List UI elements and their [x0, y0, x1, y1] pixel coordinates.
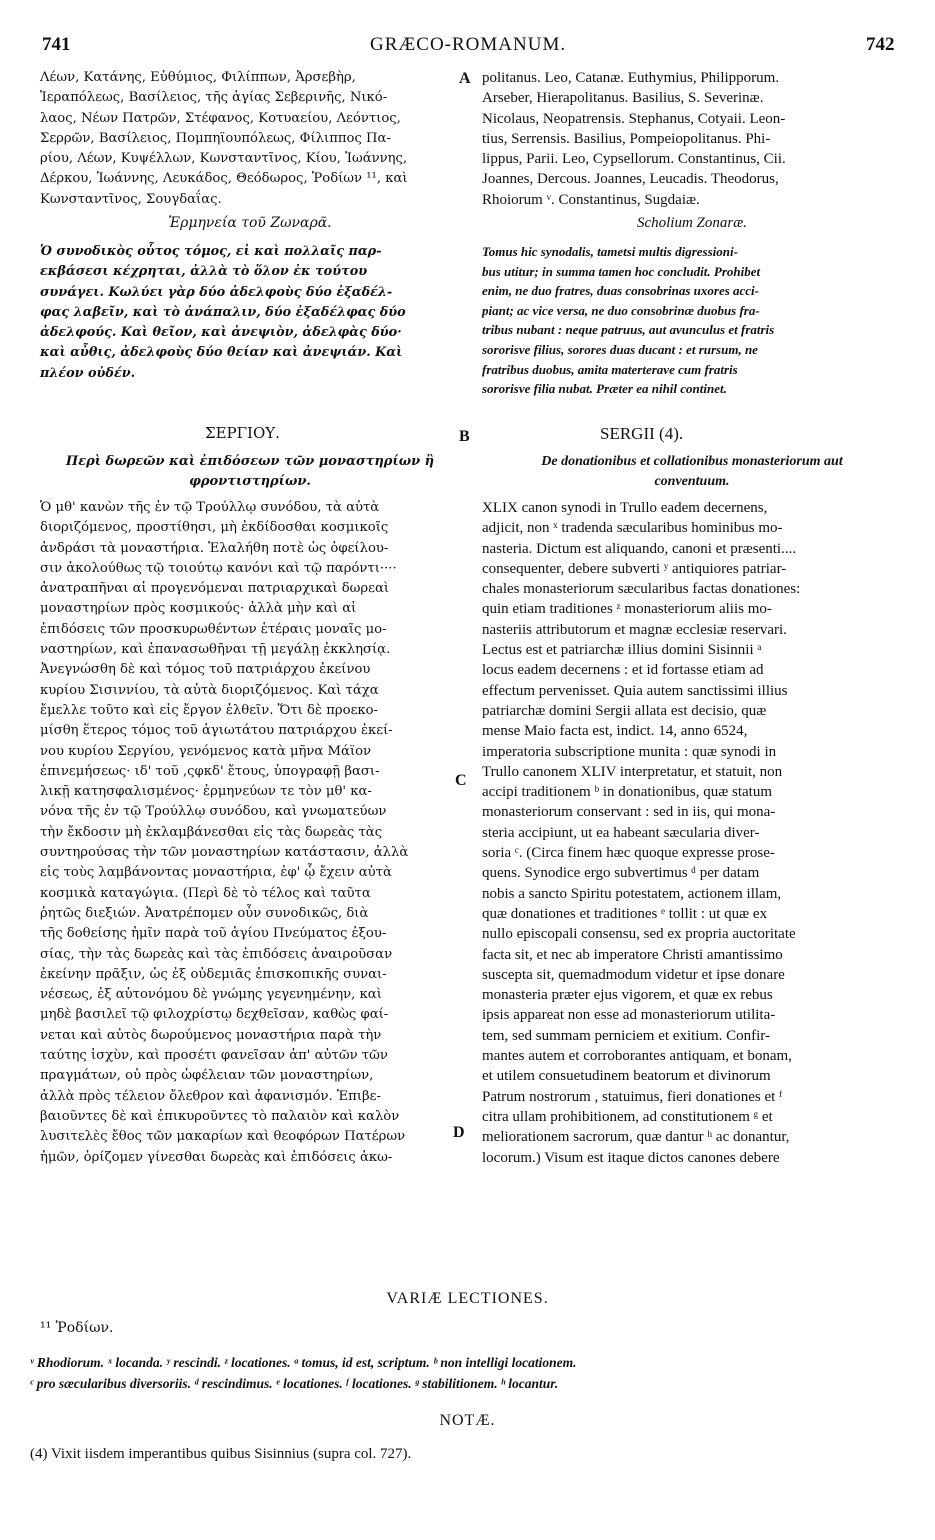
text-line: tius, Serrensis. Basilius, Pompeiopolitanus. Phi-: [482, 130, 771, 147]
text-line: Joannes, Dercous. Joannes, Leucadis. Theodorus,: [482, 171, 779, 188]
page-header: [0, 34, 935, 64]
text-line: Ἱεραπόλεως, Βασίλειος, τῆς ἁγίας Σεβερινῆς, Νικό-: [40, 90, 388, 106]
latin-subtitle: [482, 452, 902, 493]
margin-letter-b: B: [459, 428, 470, 445]
text-line: tem, sed summam perniciem et exitium. Confir-: [482, 1027, 770, 1044]
text-line: De donationibus et collationibus monasteriorum aut: [541, 454, 843, 469]
text-line: ταύτης ἰσχὺν, καὶ προσέτι φανεῖσαν ἀπ' αὐτῶν τῶν: [40, 1048, 388, 1064]
text-line: νέσεως, ἐξ αὐτονόμου δὲ γνώμης γεγενημένην, καὶ: [40, 987, 382, 1003]
text-line: ρίου, Λέων, Κυψέλλων, Κωνσταντῖνος, Κίου, Ἰωάννης,: [40, 151, 408, 167]
text-line: Ὁ συνοδικὸς οὗτος τόμος, εἰ καὶ πολλαῖς παρ-: [40, 244, 382, 259]
text-line: τῆς δοθείσης ἡμῖν παρὰ τοῦ ἁγίου Πνεύματος ἐξου-: [40, 926, 387, 942]
notae-line-1: (4) Vixit iisdem imperantibus quibus Sisinnius (supra col. 727).: [30, 1446, 412, 1462]
text-line: citra ullam prohibitionem, ad constitutionem ᵍ et: [482, 1108, 773, 1125]
running-title: GRÆCO-ROMANUM.: [370, 34, 567, 55]
greek-signatories: [40, 68, 460, 210]
text-line: patriarchæ domini Sergii allata est decisio, quæ: [482, 702, 767, 719]
text-line: νου κυρίου Σεργίου, γενόμενος κατὰ μῆνα Μάϊον: [40, 743, 372, 759]
text-line: μοναστηρίων πρὸς κοσμικούς· ἀλλὰ μὴν καὶ αἱ: [40, 601, 357, 617]
text-line: νεται καὶ αὐτὸς δωρούμενος μοναστήρια παρὰ τὴν: [40, 1027, 382, 1043]
text-line: fratribus duobus, amita materterave cum fratris: [482, 361, 738, 377]
text-line: Lectus est et patriarchæ illius domini Sisinnii ᵃ: [482, 642, 762, 659]
text-line: nasteriis attributorum et magnæ ecclesiæ reservari.: [482, 621, 787, 638]
text-line: λικῇ κατησφαλισμένος· ἑρμηνεύων τε τὸν μθ' κα-: [40, 784, 372, 800]
text-line: βαιοῦντες δὲ καὶ ἐπικυροῦντες τὸ παλαιὸν καὶ καλὸν: [40, 1108, 400, 1124]
text-line: steria accipiunt, ut ea habeant sæcularia diver-: [482, 824, 760, 841]
text-line: Σερρῶν, Βασίλειος, Πομπηϊουπόλεως, Φίλιππος Πα-: [40, 130, 391, 146]
text-line: monasteriorum conservant : sed in iis, qui mona-: [482, 804, 776, 821]
text-line: mantes autem et corroborantes antiquam, et bonam,: [482, 1048, 792, 1065]
text-line: σιν ἀκολούθως τῷ τοιούτῳ κανόνι καὶ τῷ παρόντι····: [40, 560, 397, 576]
variae-title: VARIÆ LECTIONES.: [386, 1290, 549, 1307]
text-line: nasteria. Dictum est aliquando, canoni et præsenti....: [482, 540, 797, 557]
text-line: quens. Synodice ergo subvertimus ᵈ per datam: [482, 865, 760, 882]
greek-section-title: ΣΕΡΓΙΟΥ.: [205, 424, 280, 442]
text-line: bus utitur; in summa tamen hoc concludit. Prohibet: [482, 263, 761, 279]
text-line: συντηρούσας τὴν τῶν μοναστηρίων κατάστασιν, ἀλλὰ: [40, 845, 409, 861]
text-line: πραγμάτων, οὐ πρὸς ὠφέλειαν τῶν μοναστηρίων,: [40, 1068, 374, 1084]
text-line: soria ᶜ. (Circa finem hæc quoque expresse prose-: [482, 845, 775, 862]
text-line: lippus, Parii. Leo, Cypsellorum. Constantinus, Cii.: [482, 151, 786, 168]
variae-greek-note: ¹¹ Ῥοδίων.: [40, 1320, 114, 1336]
text-line: locus eadem decernens : et id fortasse etiam ad: [482, 662, 764, 679]
text-line: effectum pervenisset. Quia autem sanctissimi illius: [482, 682, 788, 699]
text-line: meliorationem sacrorum, quæ dantur ʰ ac donantur,: [482, 1129, 790, 1146]
text-line: σίας, τὴν τὰς δωρεὰς καὶ τὰς ἐπιδόσεις ἀναιροῦσαν: [40, 946, 393, 962]
text-line: XLIX canon synodi in Trullo eadem decernens,: [482, 500, 768, 516]
variae-line-2: ᶜ pro sæcularibus diversoriis. ᵈ rescindimus. ᵉ locationes. ᶠ locationes. ᵍ stabilitionem. ʰ locantur.: [30, 1376, 559, 1391]
text-line: Patrum nostrorum , statuimus, fieri donationes et ᶠ: [482, 1088, 783, 1105]
margin-letter-d: D: [453, 1124, 465, 1141]
text-line: ἀλλὰ πρὸς τέλειον ὄλεθρον καὶ ἀφανισμόν. Ἐπιβε-: [40, 1088, 381, 1104]
text-line: Περὶ δωρεῶν καὶ ἐπιδόσεων τῶν μοναστηρίων ἢ: [65, 454, 435, 469]
text-line: συνάγει. Κωλύει γὰρ δύο ἀδελφοὺς δύο ἐξαδέλ-: [40, 284, 393, 300]
greek-scholium: [40, 242, 460, 384]
text-line: ἀδελφούς. Καὶ θεῖον, καὶ ἀνεψιὸν, ἀδελφὰς δύο·: [40, 325, 402, 341]
text-line: nullo episcopali consensu, sed ex propria auctoritate: [482, 926, 796, 943]
greek-scholium-title: Ἑρμηνεία τοῦ Ζωναρᾶ.: [168, 215, 332, 231]
text-line: λαος, Νέων Πατρῶν, Στέφανος, Κοτυαείου, Λεόντιος,: [40, 110, 401, 126]
right-page-number: 742: [866, 34, 895, 55]
text-line: tribus nubant : neque patruus, aut avunculus et fratris: [482, 322, 775, 338]
margin-letter-a: A: [459, 70, 471, 87]
text-line: facta sit, et nec ab imperatore Christi amantissimo: [482, 946, 783, 963]
text-line: Ὁ μθ' κανὼν τῆς ἐν τῷ Τρούλλῳ συνόδου, τὰ αὐτὰ: [40, 500, 380, 515]
margin-letter-c: C: [455, 772, 467, 789]
text-line: politanus. Leo, Catanæ. Euthymius, Philipporum.: [482, 70, 780, 86]
text-line: Λέων, Κατάνης, Εὐθύμιος, Φιλίππων, Ἀρσεβὴρ,: [40, 70, 356, 85]
text-line: ἐπινεμήσεως· ιδ' τοῦ ,ςφκδ' ἔτους, ὑπογραφῇ βασι-: [40, 763, 380, 779]
greek-body: [40, 498, 460, 1168]
text-line: ἐπιδόσεις τῶν προσκυρωθέντων ἑτέραις μοναῖς μο-: [40, 621, 387, 637]
text-line: imperatoria subscriptione munita : quæ synodi in: [482, 743, 777, 760]
text-line: suscepta sit, quemadmodum videtur et ipse donare: [482, 966, 785, 983]
text-line: accipi traditionem ᵇ in donationibus, quæ statum: [482, 784, 773, 801]
text-line: adjicit, non ˣ tradenda sæcularibus hominibus mo-: [482, 520, 783, 537]
text-line: λυσιτελὲς ἔθος τῶν μακαρίων καὶ θεοφόρων Πατέρων: [40, 1129, 406, 1145]
text-line: Rhoiorum ᵛ. Constantinus, Sugdaiæ.: [482, 191, 700, 208]
text-line: Tomus hic synodalis, tametsi multis digressioni-: [482, 244, 738, 259]
text-line: quæ donationes et traditiones ᵉ tollit : ut quæ ex: [482, 905, 768, 922]
text-line: διοριζόμενος, προστίθησι, μὴ ἐκδίδοσθαι κοσμικοῖς: [40, 520, 389, 536]
latin-body: [482, 498, 902, 1168]
latin-scholium-title: Scholium Zonaræ.: [636, 215, 747, 231]
text-line: nobis a sancto Spiritu potestatem, actionem illam,: [482, 885, 782, 902]
text-line: Ἀνεγνώσθη δὲ καὶ τόμος τοῦ πατριάρχου ἐκείνου: [40, 662, 371, 678]
text-line: locorum.) Visum est itaque dictos canones debere: [482, 1149, 780, 1166]
left-page-number: 741: [42, 34, 71, 55]
text-line: Δέρκου, Ἰωάννης, Λευκάδος, Θεόδωρος, Ῥοδίων ¹¹, καὶ: [40, 171, 408, 187]
text-line: piant; ac vice versa, ne duo consobrinæ duobus fra-: [482, 302, 760, 318]
latin-scholium: [482, 242, 902, 399]
text-line: καὶ αὖθις, ἀδελφοὺς δύο θείαν καὶ ἀνεψιάν. Καὶ: [40, 345, 403, 361]
text-line: sororisve filia nubat. Præter ea nihil continet.: [482, 381, 727, 397]
text-line: πλέον οὐδέν.: [40, 365, 136, 381]
text-line: ἐκείνην πρᾶξιν, ὡς ἐξ οὐδεμιᾶς ἐπισκοπικῆς συναι-: [40, 966, 387, 982]
text-line: consequenter, debere subverti ʸ antiquiores patriar-: [482, 560, 787, 577]
variae-line-1: ᵛ Rhodiorum. ˣ locanda. ʸ rescindi. ᶻ locationes. ᵃ tomus, id est, scriptum. ᵇ non intelligi locationem.: [30, 1355, 577, 1370]
text-line: chales monasteriorum sæcularibus factas donationes:: [482, 581, 801, 598]
text-line: ἀνατραπῆναι αἱ προγενόμεναι πατριαρχικαὶ δωρεαὶ: [40, 581, 390, 597]
notae-title: NOTÆ.: [439, 1412, 496, 1429]
text-line: φροντιστηρίων.: [189, 474, 311, 490]
text-line: ῥητῶς διεξιών. Ἀνατρέπομεν οὖν συνοδικῶς, διὰ: [40, 905, 369, 921]
text-line: et utilem consuetudinem beatorum et divinorum: [482, 1068, 771, 1085]
text-line: Nicolaus, Neopatrensis. Stephanus, Cotyaii. Leon-: [482, 110, 786, 127]
text-line: ναστηρίων, καὶ ἐπανασωθῆναι τῇ μεγάλῃ ἐκκλησίᾳ.: [40, 642, 391, 658]
text-line: enim, ne duo fratres, duas consobrinas uxores acci-: [482, 283, 759, 299]
latin-section-title: SERGII (4).: [600, 424, 684, 443]
text-line: μίσθη ἕτερος τόμος τοῦ ἁγιωτάτου πατριάρχου ἐκεί-: [40, 723, 393, 739]
text-line: conventuum.: [654, 474, 730, 490]
latin-signatories: [482, 68, 902, 210]
text-line: Trullo canonem XLIV interpretatur, et statuit, non: [482, 763, 783, 780]
text-line: sororisve filius, sorores duas ducant : et rursum, ne: [482, 341, 758, 357]
text-line: φας λαβεῖν, καὶ τὸ ἀνάπαλιν, δύο ἐξαδέλφας δύο: [40, 304, 406, 320]
text-line: quin etiam traditiones ᶻ monasteriorum aliis mo-: [482, 601, 772, 618]
text-line: κυρίου Σισιννίου, τὰ αὐτὰ διοριζόμενος. Καὶ τάχα: [40, 682, 379, 698]
text-line: μηδὲ βασιλεῖ τῷ φιλοχρίστῳ δεχθεῖσαν, καθὼς φαί-: [40, 1007, 389, 1023]
text-line: Arseber, Hierapolitanus. Basilius, S. Severinæ.: [482, 90, 764, 107]
text-line: ἔμελλε τοῦτο καὶ εἰς ἔργον ἐλθεῖν. Ὅτι δὲ προεκο-: [40, 702, 379, 718]
text-line: τὴν ἔκδοσιν μὴ ἐκλαμβάνεσθαι εἰς τὰς δωρεὰς τὰς: [40, 824, 383, 840]
text-line: νόνα τῆς ἐν τῷ Τρούλλῳ συνόδου, καὶ γνωματεύων: [40, 804, 387, 820]
text-line: ipsis appareat non esse ad monasteriorum utilita-: [482, 1007, 776, 1024]
text-line: mense Maio facta est, indict. 14, anno 6524,: [482, 723, 748, 740]
text-line: ἡμῶν, ὁρίζομεν γίνεσθαι δωρεὰς καὶ ἐπιδόσεις ἀκω-: [40, 1149, 393, 1165]
text-line: εκβάσεσι κέχρηται, ἀλλὰ τὸ ὅλον ἐκ τούτου: [40, 264, 368, 280]
text-line: Κωνσταντῖνος, Σουγδαΐας.: [40, 191, 222, 207]
text-line: κοσμικὰ καταγώγια. (Περὶ δὲ τὸ τέλος καὶ ταῦτα: [40, 885, 371, 901]
greek-subtitle: [40, 452, 460, 493]
text-line: εἰς τοὺς λαμβάνοντας μοναστήρια, ἐφ' ᾧ ἔχειν αὐτὰ: [40, 865, 392, 881]
text-line: monasteria præter ejus vigorem, et quæ ex rebus: [482, 987, 773, 1004]
text-line: ἀνδράσι τὰ μοναστήρια. Ἐλαλήθη ποτὲ ὡς ὀφείλου-: [40, 540, 389, 556]
